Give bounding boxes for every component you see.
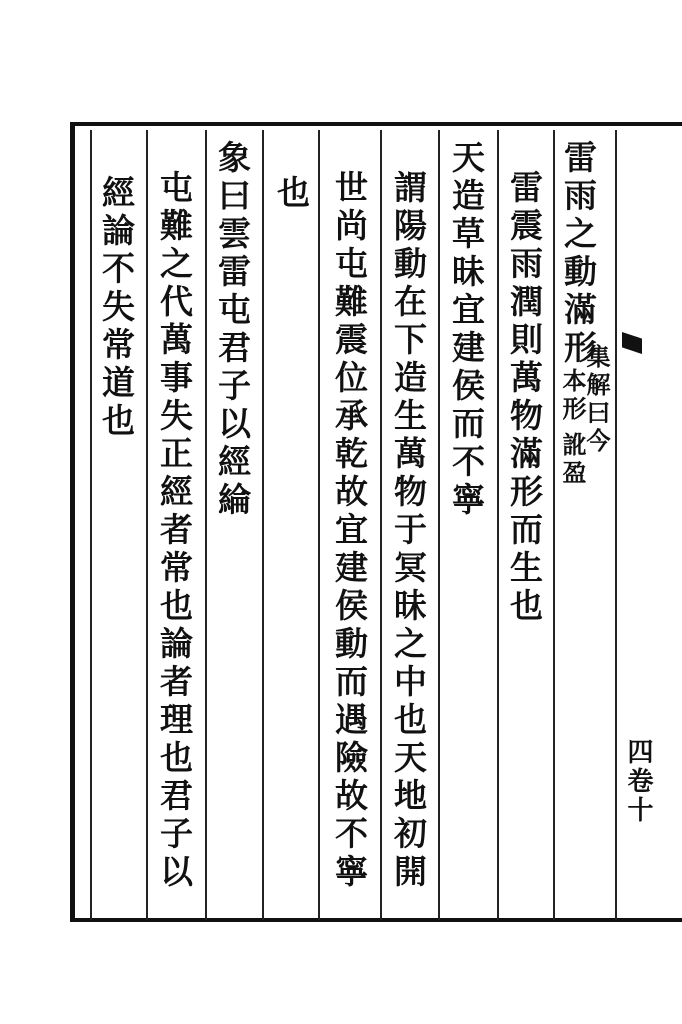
text-column: 雷震雨潤則萬物滿形而生也 bbox=[505, 170, 544, 626]
column-rule bbox=[90, 130, 92, 920]
annotation-note: 本形 bbox=[558, 368, 587, 424]
text-column: 世尚屯難震位承乾故宜建侯動而遇險故不寧 bbox=[330, 170, 369, 892]
text-column: 屯難之代萬事失正經者常也論者理也君子以 bbox=[155, 170, 194, 892]
column-rule bbox=[146, 130, 148, 920]
column-rule bbox=[553, 130, 555, 920]
text-column: 雷雨之動滿形 bbox=[559, 140, 598, 368]
annotation-note: 集解曰今 bbox=[582, 344, 611, 456]
text-column: 象曰雲雷屯君子以經綸 bbox=[213, 140, 252, 520]
text-column: 天造草昧宜建侯而不寧 bbox=[447, 140, 486, 520]
column-rule bbox=[205, 130, 207, 920]
page-label: 四卷十 bbox=[623, 738, 653, 825]
text-column: 經論不失常道也 bbox=[97, 175, 136, 441]
text-column: 也 bbox=[272, 175, 311, 213]
column-rule bbox=[438, 130, 440, 920]
annotation-note: 訛盈 bbox=[558, 432, 587, 488]
column-rule bbox=[262, 130, 264, 920]
column-rule bbox=[615, 130, 617, 920]
column-rule bbox=[380, 130, 382, 920]
column-rule bbox=[497, 130, 499, 920]
column-rule bbox=[318, 130, 320, 920]
text-column: 謂陽動在下造生萬物于冥昧之中也天地初開 bbox=[389, 170, 428, 892]
